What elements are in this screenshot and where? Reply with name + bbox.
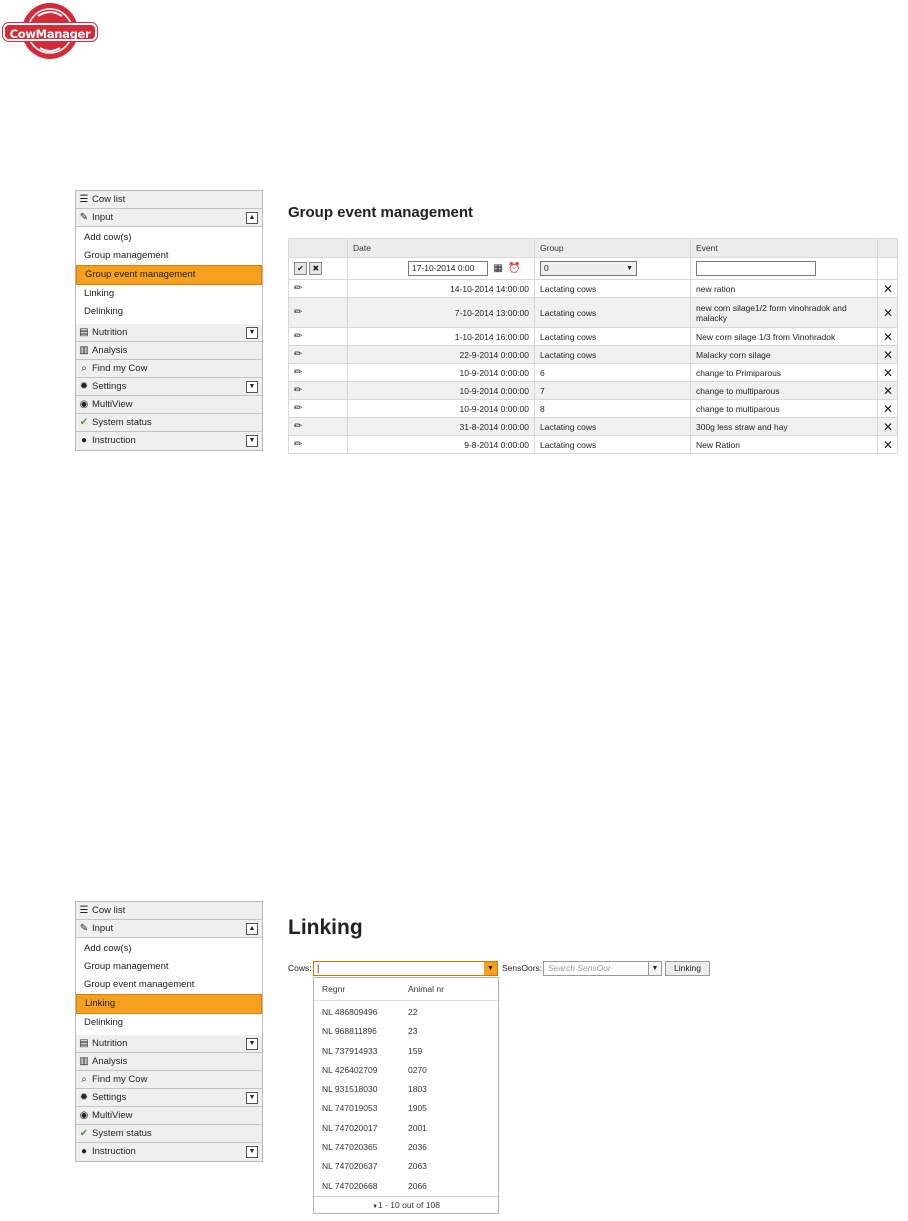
group-event-table (288, 238, 898, 454)
confirm-icon[interactable]: ✔ (294, 262, 307, 275)
menu-item-cow-list[interactable] (76, 902, 262, 920)
row-event: New Ration (691, 436, 878, 454)
row-event: Malacky corn silage (691, 346, 878, 364)
delete-icon[interactable]: ✕ (878, 280, 898, 298)
linking-button[interactable]: Linking (665, 961, 710, 976)
list-item[interactable] (314, 1042, 498, 1061)
menu-label: MultiView (92, 1110, 133, 1121)
chevron-down-icon[interactable]: ▼ (246, 381, 258, 393)
row-group: Lactating cows (535, 436, 691, 454)
delete-icon[interactable]: ✕ (878, 346, 898, 364)
menu-label: Instruction (92, 435, 136, 446)
animal-nr: 0270 (408, 1064, 427, 1075)
gear-icon: ✹ (79, 381, 89, 392)
chevron-down-icon[interactable]: ▼ (246, 1038, 258, 1050)
cows-combobox[interactable] (313, 961, 498, 976)
table-row (289, 328, 898, 346)
new-row-date-cell (348, 258, 535, 280)
edit-icon[interactable]: ✏ (289, 418, 348, 436)
menu-item-input[interactable] (76, 209, 262, 227)
menu-item-analysis[interactable] (76, 342, 262, 360)
menu-item-multiview[interactable] (76, 396, 262, 414)
info-icon: ● (80, 435, 88, 446)
cows-input[interactable]: | (317, 963, 320, 973)
table-row (289, 400, 898, 418)
edit-icon[interactable]: ✏ (289, 280, 348, 298)
edit-icon[interactable]: ✏ (289, 346, 348, 364)
bar-chart-icon: ▥ (79, 345, 89, 356)
menu-label: Cow list (92, 194, 126, 205)
list-item[interactable] (314, 1099, 498, 1118)
row-date: 10-9-2014 0:00:00 (348, 364, 535, 382)
column-header-animal-nr: Animal nr (408, 984, 444, 994)
cancel-icon[interactable]: ✖ (309, 262, 322, 275)
menu-label: Nutrition (92, 1038, 128, 1049)
group-select-value: 0 (544, 263, 549, 273)
edit-icon[interactable]: ✏ (289, 436, 348, 454)
pencil-icon: ✎ (79, 923, 89, 934)
checkmark-icon: ✔ (79, 417, 89, 428)
table-row (289, 346, 898, 364)
menu-item-instruction[interactable] (76, 432, 262, 450)
submenu-group-event-management[interactable]: Group event management (76, 976, 262, 994)
chevron-down-icon[interactable]: ▼ (246, 1092, 258, 1104)
menu-item-analysis[interactable] (76, 1053, 262, 1071)
search-icon: ⌕ (81, 363, 87, 374)
menu-label: System status (92, 417, 152, 428)
regnr: NL 968811896 (322, 1026, 377, 1037)
chevron-down-icon[interactable]: ▼ (372, 1203, 379, 1210)
menu-item-nutrition[interactable] (76, 324, 262, 342)
row-group: 6 (535, 364, 691, 382)
logo-text: CowManager (3, 23, 97, 41)
input-submenu (76, 227, 262, 324)
menu-item-instruction[interactable] (76, 1143, 262, 1161)
delete-icon[interactable]: ✕ (878, 364, 898, 382)
row-date: 22-9-2014 0:00:00 (348, 346, 535, 364)
menu-label: Nutrition (92, 327, 128, 338)
cowmanager-logo (2, 2, 98, 60)
row-event: change to multiparous (691, 382, 878, 400)
delete-icon[interactable]: ✕ (878, 328, 898, 346)
column-header-group[interactable]: Group (535, 239, 691, 258)
menu-label: Find my Cow (92, 363, 148, 374)
animal-nr: 159 (408, 1045, 423, 1056)
eye-icon: ◉ (79, 399, 89, 410)
edit-icon[interactable]: ✏ (289, 298, 348, 328)
page-title: Linking (288, 916, 363, 939)
delete-icon[interactable]: ✕ (878, 436, 898, 454)
submenu-delinking[interactable]: Delinking (76, 1014, 262, 1032)
menu-label: Analysis (92, 345, 128, 356)
row-group: Lactating cows (535, 418, 691, 436)
table-row (289, 418, 898, 436)
list-item[interactable] (314, 1157, 498, 1176)
delete-icon[interactable]: ✕ (878, 418, 898, 436)
submenu-linking[interactable]: Linking (76, 994, 262, 1014)
list-item[interactable] (314, 1177, 498, 1196)
table-row (289, 298, 898, 328)
column-header-event[interactable]: Event (691, 239, 878, 258)
dropdown-arrow-icon[interactable]: ▼ (484, 962, 497, 975)
list-icon: ☰ (79, 905, 89, 916)
menu-label: MultiView (92, 399, 133, 410)
sensoor-label: SensOors: (502, 963, 543, 973)
list-item[interactable] (314, 1119, 498, 1138)
edit-icon[interactable]: ✏ (289, 382, 348, 400)
menu-item-settings[interactable] (76, 1089, 262, 1107)
gear-icon: ✹ (79, 1092, 89, 1103)
bar-chart-icon: ▥ (79, 1056, 89, 1067)
side-menu (75, 190, 263, 451)
row-event: 300g less straw and hay (691, 418, 878, 436)
table-header-row (289, 239, 898, 258)
submenu-group-management[interactable]: Group management (76, 247, 262, 265)
input-submenu (76, 938, 262, 1035)
menu-label: Instruction (92, 1146, 136, 1157)
menu-item-settings[interactable] (76, 378, 262, 396)
edit-icon[interactable]: ✏ (289, 328, 348, 346)
column-header-date[interactable]: Date (348, 239, 535, 258)
regnr: NL 747020668 (322, 1180, 378, 1191)
regnr: NL 747020637 (322, 1161, 378, 1172)
animal-nr: 1905 (408, 1103, 427, 1114)
list-item[interactable] (314, 1080, 498, 1099)
regnr: NL 486809496 (322, 1007, 378, 1017)
list-item[interactable] (314, 1061, 498, 1080)
new-event-row (289, 258, 898, 280)
page-title: Group event management (288, 204, 474, 221)
menu-label: Input (92, 923, 114, 934)
regnr: NL 426402709 (322, 1064, 378, 1075)
chevron-down-icon[interactable]: ▼ (246, 327, 258, 339)
row-date: 1-10-2014 16:00:00 (348, 328, 535, 346)
menu-label: Settings (92, 1092, 127, 1103)
pencil-icon: ✎ (79, 212, 89, 223)
column-header-regnr: Regnr (322, 984, 346, 994)
clock-icon[interactable]: ⏰ (508, 262, 521, 274)
row-event: change to Primiparous (691, 364, 878, 382)
animal-nr: 2001 (408, 1122, 427, 1133)
menu-item-cow-list[interactable] (76, 191, 262, 209)
menu-label: Cow list (92, 905, 126, 916)
regnr: NL 931518030 (322, 1084, 378, 1095)
row-group: Lactating cows (535, 346, 691, 364)
chevron-down-icon[interactable]: ▼ (246, 435, 258, 447)
row-group: Lactating cows (535, 280, 691, 298)
row-group: Lactating cows (535, 298, 691, 328)
menu-item-system-status[interactable] (76, 414, 262, 432)
menu-item-input[interactable] (76, 920, 262, 938)
animal-nr: 2036 (408, 1142, 427, 1153)
submenu-delinking[interactable]: Delinking (76, 303, 262, 321)
submenu-group-event-management[interactable]: Group event management (76, 265, 262, 285)
dropdown-arrow-icon: ▼ (626, 265, 633, 272)
submenu-add-cows[interactable]: Add cow(s) (76, 940, 262, 958)
column-header-delete (878, 239, 898, 258)
row-event: new corn silage1/2 form vinohradok and malacky (691, 298, 878, 328)
animal-nr: 23 (408, 1026, 418, 1037)
regnr: NL 747020017 (322, 1122, 378, 1133)
side-menu (75, 901, 263, 1162)
animal-nr: 2063 (408, 1161, 427, 1172)
dropdown-rows (314, 1001, 498, 1196)
checkmark-icon: ✔ (79, 1128, 89, 1139)
cows-dropdown-list (313, 977, 499, 1214)
new-row-event-cell (691, 258, 878, 280)
submenu-add-cows[interactable]: Add cow(s) (76, 229, 262, 247)
menu-item-nutrition[interactable] (76, 1035, 262, 1053)
table-row (289, 280, 898, 298)
eye-icon: ◉ (79, 1110, 89, 1121)
delete-icon[interactable]: ✕ (878, 382, 898, 400)
row-group: 7 (535, 382, 691, 400)
new-row-actions (289, 258, 348, 280)
row-event: New corn silage 1/3 from Vinohradok (691, 328, 878, 346)
info-icon: ● (80, 1146, 88, 1157)
table-row (289, 382, 898, 400)
animal-nr: 2066 (408, 1180, 427, 1191)
group-select[interactable] (540, 261, 637, 276)
menu-item-find-my-cow[interactable] (76, 360, 262, 378)
menu-item-system-status[interactable] (76, 1125, 262, 1143)
menu-item-multiview[interactable] (76, 1107, 262, 1125)
notebook-icon: ▤ (79, 327, 89, 338)
pagination-text: 1 - 10 out of 108 (378, 1199, 440, 1210)
row-group: Lactating cows (535, 328, 691, 346)
chevron-up-icon[interactable]: ▲ (246, 923, 258, 935)
row-event: new ration (691, 280, 878, 298)
regnr: NL 737914933 (322, 1045, 378, 1056)
new-row-empty-cell (878, 258, 898, 280)
dropdown-arrow-icon[interactable]: ▼ (648, 962, 661, 975)
row-group: 8 (535, 400, 691, 418)
regnr: NL 747020365 (322, 1142, 378, 1153)
date-input[interactable]: 17-10-2014 0:00 (408, 261, 488, 276)
edit-icon[interactable]: ✏ (289, 400, 348, 418)
edit-icon[interactable]: ✏ (289, 364, 348, 382)
submenu-linking[interactable]: Linking (76, 285, 262, 303)
notebook-icon: ▤ (79, 1038, 89, 1049)
row-date: 10-9-2014 0:00:00 (348, 400, 535, 418)
list-item[interactable] (314, 1003, 498, 1022)
dropdown-header (314, 978, 498, 1001)
list-item[interactable] (314, 1022, 498, 1041)
chevron-up-icon[interactable]: ▲ (246, 212, 258, 224)
cows-label: Cows: (288, 963, 312, 973)
delete-icon[interactable]: ✕ (878, 400, 898, 418)
submenu-group-management[interactable]: Group management (76, 958, 262, 976)
row-event: change to multiparous (691, 400, 878, 418)
menu-label: Input (92, 212, 114, 223)
menu-label: System status (92, 1128, 152, 1139)
row-date: 7-10-2014 13:00:00 (348, 298, 535, 328)
menu-label: Analysis (92, 1056, 128, 1067)
list-item[interactable] (314, 1138, 498, 1157)
new-row-group-cell (535, 258, 691, 280)
row-date: 31-8-2014 0:00:00 (348, 418, 535, 436)
row-date: 10-9-2014 0:00:00 (348, 382, 535, 400)
table-row (289, 436, 898, 454)
event-input[interactable] (696, 261, 816, 276)
menu-label: Settings (92, 381, 127, 392)
sensoor-combobox[interactable] (543, 961, 662, 976)
row-date: 9-8-2014 0:00:00 (348, 436, 535, 454)
menu-label: Find my Cow (92, 1074, 148, 1085)
list-icon: ☰ (79, 194, 89, 205)
table-row (289, 364, 898, 382)
search-icon: ⌕ (81, 1074, 87, 1085)
menu-item-find-my-cow[interactable] (76, 1071, 262, 1089)
sensoor-input[interactable]: Search SensOor (548, 963, 611, 973)
regnr: NL 747019053 (322, 1103, 378, 1114)
animal-nr: 1803 (408, 1084, 427, 1095)
column-header-actions (289, 239, 348, 258)
animal-nr: 22 (408, 1007, 418, 1017)
delete-icon[interactable]: ✕ (878, 298, 898, 328)
chevron-down-icon[interactable]: ▼ (246, 1146, 258, 1158)
dropdown-footer (314, 1196, 498, 1213)
row-date: 14-10-2014 14:00:00 (348, 280, 535, 298)
calendar-icon[interactable]: ▦ (493, 262, 503, 274)
